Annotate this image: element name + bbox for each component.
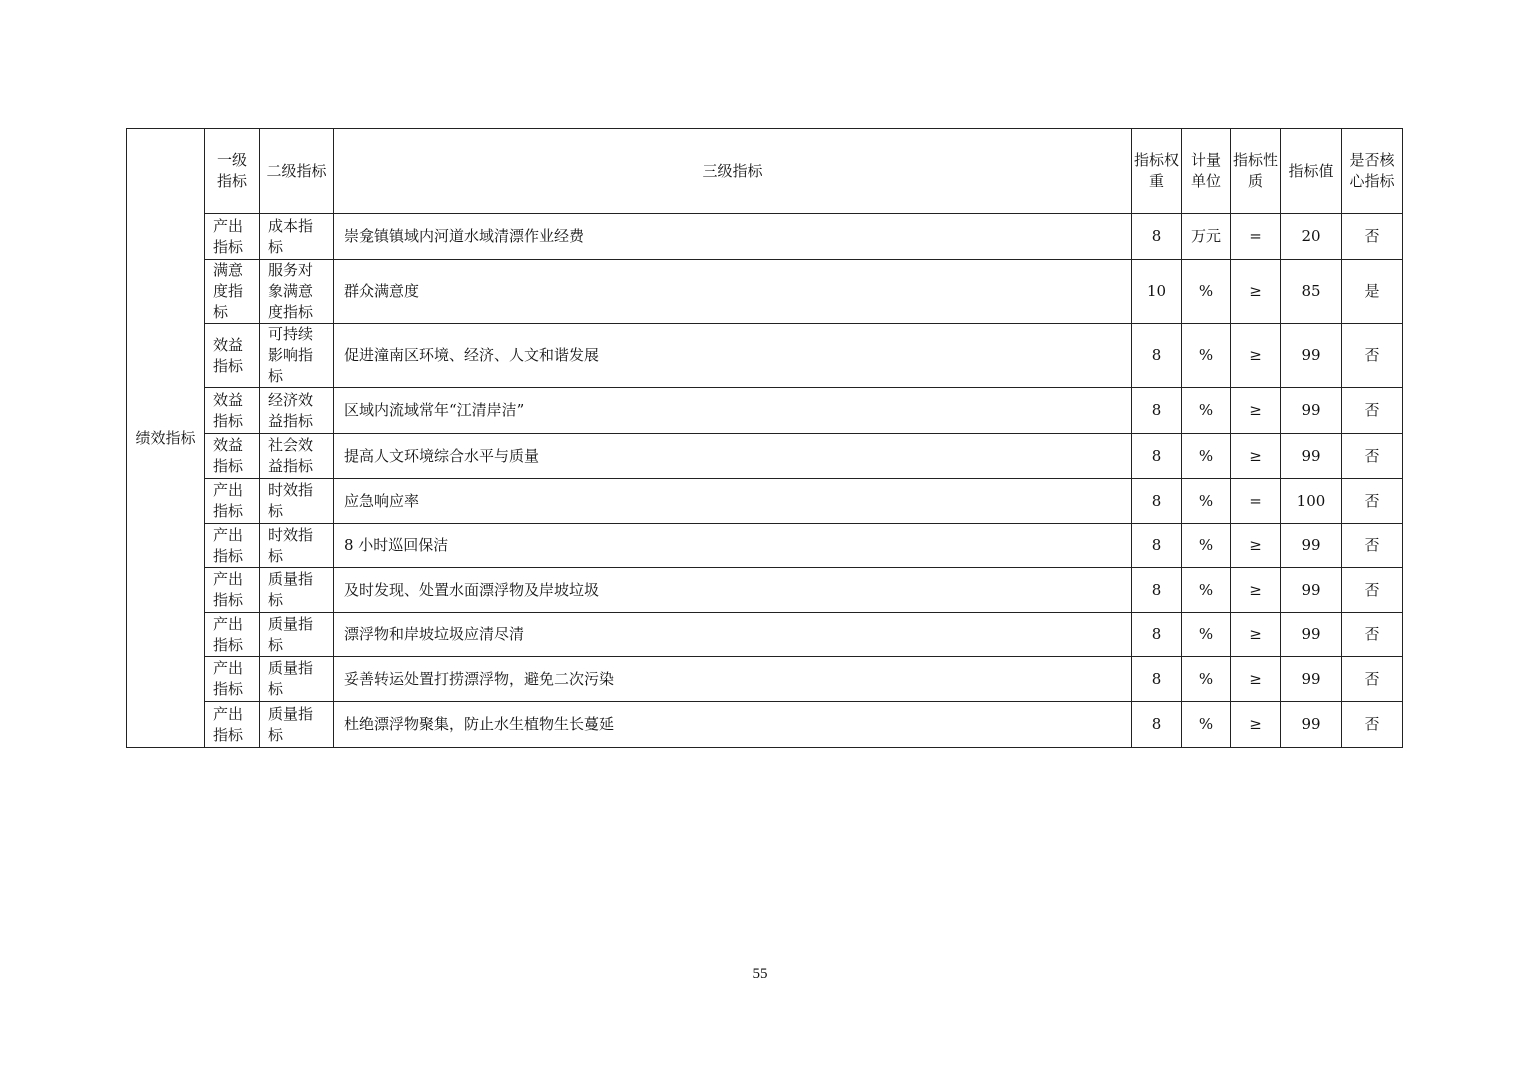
row-level3: 及时发现、处置水面漂浮物及岸坡垃圾 bbox=[334, 568, 1132, 613]
row-level3: 应急响应率 bbox=[334, 479, 1132, 524]
row-unit: % bbox=[1182, 324, 1231, 388]
table-row bbox=[127, 214, 1403, 260]
row-value: 99 bbox=[1281, 388, 1342, 434]
row-core: 否 bbox=[1342, 568, 1403, 613]
row-unit: % bbox=[1182, 434, 1231, 479]
row-core: 否 bbox=[1342, 214, 1403, 260]
row-unit: % bbox=[1182, 524, 1231, 568]
row-level3: 妥善转运处置打捞漂浮物，避免二次污染 bbox=[334, 657, 1132, 702]
row-level2: 经济效益指标 bbox=[260, 388, 334, 434]
header-weight: 指标权重 bbox=[1132, 129, 1182, 214]
row-unit: % bbox=[1182, 613, 1231, 657]
row-unit: % bbox=[1182, 260, 1231, 324]
row-value: 99 bbox=[1281, 568, 1342, 613]
row-level2: 质量指标 bbox=[260, 657, 334, 702]
row-weight: 8 bbox=[1132, 613, 1182, 657]
row-value: 99 bbox=[1281, 702, 1342, 748]
row-value: 99 bbox=[1281, 524, 1342, 568]
table-row bbox=[127, 613, 1403, 657]
row-value: 99 bbox=[1281, 657, 1342, 702]
row-level3: 提高人文环境综合水平与质量 bbox=[334, 434, 1132, 479]
table-row bbox=[127, 479, 1403, 524]
row-weight: 8 bbox=[1132, 524, 1182, 568]
row-level2: 质量指标 bbox=[260, 568, 334, 613]
row-weight: 8 bbox=[1132, 388, 1182, 434]
row-weight: 8 bbox=[1132, 568, 1182, 613]
row-level3: 群众满意度 bbox=[334, 260, 1132, 324]
header-core: 是否核心指标 bbox=[1342, 129, 1403, 214]
row-value: 100 bbox=[1281, 479, 1342, 524]
row-nature: ≥ bbox=[1231, 702, 1281, 748]
row-level3: 崇龛镇镇域内河道水域清漂作业经费 bbox=[334, 214, 1132, 260]
table-row bbox=[127, 568, 1403, 613]
row-weight: 10 bbox=[1132, 260, 1182, 324]
row-level2: 质量指标 bbox=[260, 613, 334, 657]
row-level1: 满意度指标 bbox=[205, 260, 260, 324]
row-level3: 区域内流域常年“江清岸洁” bbox=[334, 388, 1132, 434]
header-unit: 计量单位 bbox=[1182, 129, 1231, 214]
row-unit: % bbox=[1182, 388, 1231, 434]
header-level2: 二级指标 bbox=[260, 129, 334, 214]
table-row bbox=[127, 434, 1403, 479]
row-nature: ≥ bbox=[1231, 613, 1281, 657]
row-level3: 杜绝漂浮物聚集，防止水生植物生长蔓延 bbox=[334, 702, 1132, 748]
row-value: 85 bbox=[1281, 260, 1342, 324]
row-nature: ≥ bbox=[1231, 388, 1281, 434]
row-nature: ≥ bbox=[1231, 434, 1281, 479]
row-level2: 可持续影响指标 bbox=[260, 324, 334, 388]
row-weight: 8 bbox=[1132, 702, 1182, 748]
header-nature: 指标性质 bbox=[1231, 129, 1281, 214]
table-header-row bbox=[127, 129, 1403, 214]
page-number: 55 bbox=[752, 966, 768, 982]
row-level1: 产出指标 bbox=[205, 613, 260, 657]
row-core: 否 bbox=[1342, 613, 1403, 657]
row-level2: 质量指标 bbox=[260, 702, 334, 748]
row-level3: 漂浮物和岸坡垃圾应清尽清 bbox=[334, 613, 1132, 657]
row-level2: 时效指标 bbox=[260, 479, 334, 524]
table-row bbox=[127, 524, 1403, 568]
row-level2: 成本指标 bbox=[260, 214, 334, 260]
row-value: 20 bbox=[1281, 214, 1342, 260]
table-row bbox=[127, 657, 1403, 702]
row-unit: % bbox=[1182, 568, 1231, 613]
row-level2: 社会效益指标 bbox=[260, 434, 334, 479]
group-label-cell: 绩效指标 bbox=[127, 129, 205, 748]
row-core: 否 bbox=[1342, 324, 1403, 388]
row-level1: 效益指标 bbox=[205, 434, 260, 479]
performance-indicator-table bbox=[126, 128, 1403, 748]
row-nature: = bbox=[1231, 479, 1281, 524]
header-level1: 一级指标 bbox=[205, 129, 260, 214]
row-unit: % bbox=[1182, 479, 1231, 524]
row-core: 否 bbox=[1342, 479, 1403, 524]
row-level1: 效益指标 bbox=[205, 324, 260, 388]
row-value: 99 bbox=[1281, 324, 1342, 388]
row-nature: = bbox=[1231, 214, 1281, 260]
row-unit: % bbox=[1182, 657, 1231, 702]
header-level3: 三级指标 bbox=[334, 129, 1132, 214]
table-row bbox=[127, 324, 1403, 388]
row-level1: 效益指标 bbox=[205, 388, 260, 434]
row-core: 是 bbox=[1342, 260, 1403, 324]
row-weight: 8 bbox=[1132, 324, 1182, 388]
row-level3: 促进潼南区环境、经济、人文和谐发展 bbox=[334, 324, 1132, 388]
row-level1: 产出指标 bbox=[205, 214, 260, 260]
row-nature: ≥ bbox=[1231, 324, 1281, 388]
row-weight: 8 bbox=[1132, 214, 1182, 260]
row-nature: ≥ bbox=[1231, 260, 1281, 324]
row-nature: ≥ bbox=[1231, 524, 1281, 568]
row-level1: 产出指标 bbox=[205, 479, 260, 524]
row-level1: 产出指标 bbox=[205, 657, 260, 702]
row-weight: 8 bbox=[1132, 657, 1182, 702]
row-core: 否 bbox=[1342, 702, 1403, 748]
row-level1: 产出指标 bbox=[205, 702, 260, 748]
header-value: 指标值 bbox=[1281, 129, 1342, 214]
row-weight: 8 bbox=[1132, 479, 1182, 524]
table-row bbox=[127, 260, 1403, 324]
row-level2: 服务对象满意度指标 bbox=[260, 260, 334, 324]
row-value: 99 bbox=[1281, 613, 1342, 657]
row-core: 否 bbox=[1342, 657, 1403, 702]
row-level3: 8 小时巡回保洁 bbox=[334, 524, 1132, 568]
row-level1: 产出指标 bbox=[205, 524, 260, 568]
row-value: 99 bbox=[1281, 434, 1342, 479]
row-core: 否 bbox=[1342, 524, 1403, 568]
row-nature: ≥ bbox=[1231, 657, 1281, 702]
table-row bbox=[127, 388, 1403, 434]
row-unit: 万元 bbox=[1182, 214, 1231, 260]
row-weight: 8 bbox=[1132, 434, 1182, 479]
row-core: 否 bbox=[1342, 434, 1403, 479]
table-row bbox=[127, 702, 1403, 748]
row-core: 否 bbox=[1342, 388, 1403, 434]
row-level1: 产出指标 bbox=[205, 568, 260, 613]
row-nature: ≥ bbox=[1231, 568, 1281, 613]
row-level2: 时效指标 bbox=[260, 524, 334, 568]
row-unit: % bbox=[1182, 702, 1231, 748]
